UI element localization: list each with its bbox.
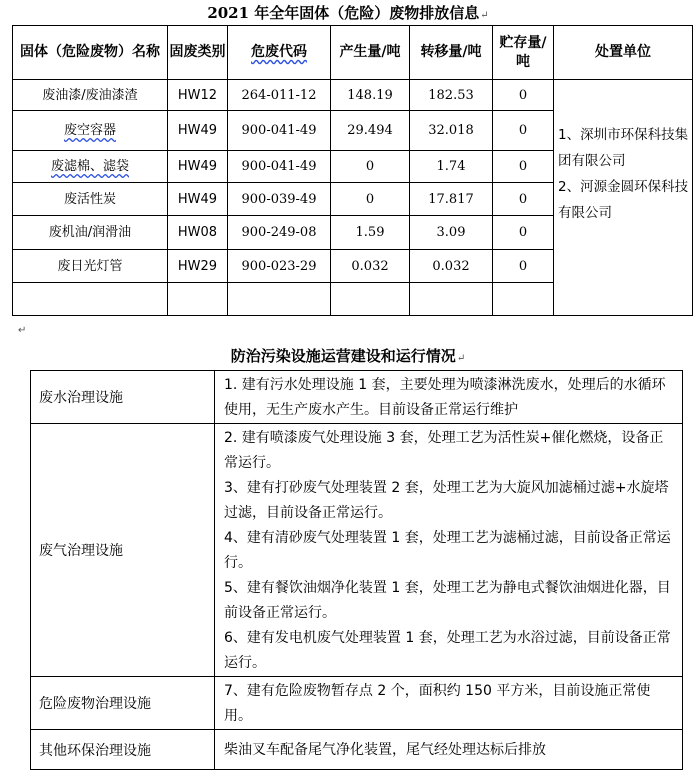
waste-category: HW49 (168, 111, 228, 151)
waste-name: 废滤棉、滤袋 (13, 151, 168, 183)
table-row (31, 371, 683, 424)
waste-code: 900-041-49 (228, 151, 331, 183)
header-disposal: 处置单位 (554, 26, 693, 80)
facility-operation-table (30, 370, 683, 770)
waste-transferred: 3.09 (410, 216, 493, 250)
facility-label: 危险废物治理设施 (31, 677, 215, 730)
waste-category: HW08 (168, 216, 228, 250)
facility-item: 6、建有发电机废气处理装置 1 套，处理工艺为水浴过滤，目前设备正常运行。 (224, 630, 671, 671)
header-name: 固体（危险废物）名称 (13, 26, 168, 80)
waste-table-title: 2021 年全年固体（危险）废物排放信息↵ (207, 4, 489, 22)
header-stored: 贮存量/吨 (493, 26, 554, 80)
waste-produced: 29.494 (331, 111, 410, 151)
waste-stored: 0 (493, 80, 554, 111)
table-row (31, 730, 683, 770)
facility-item: 4、建有清砂废气处理装置 1 套，处理工艺为滤桶过滤，目前设备正常运行。 (224, 530, 671, 571)
waste-transferred: 1.74 (410, 151, 493, 183)
waste-code: 900-023-29 (228, 250, 331, 283)
facility-item: 3、建有打砂废气处理装置 2 套，处理工艺为大旋风加滤桶过滤+水旋塔过滤，目前设备正常运行。 (224, 480, 669, 521)
facility-item: 柴油叉车配备尾气净化装置，尾气经处理达标后排放 (224, 742, 546, 758)
waste-category: HW12 (168, 80, 228, 111)
waste-name: 废日光灯管 (13, 250, 168, 283)
waste-code: 900-249-08 (228, 216, 331, 250)
facility-description (215, 371, 683, 424)
waste-transferred: 17.817 (410, 183, 493, 216)
facility-description (215, 677, 683, 730)
waste-stored: 0 (493, 151, 554, 183)
waste-name: 废活性炭 (13, 183, 168, 216)
facility-item: 1. 建有污水处理设施 1 套，主要处理为喷漆淋洗废水，处理后的水循环使用，无生产废水产生。目前设备正常运行维护 (224, 377, 666, 418)
waste-stored: 0 (493, 111, 554, 151)
waste-category: HW49 (168, 151, 228, 183)
empty-cell (331, 283, 410, 316)
facility-label: 废水治理设施 (31, 371, 215, 424)
table-row (31, 677, 683, 730)
waste-produced: 1.59 (331, 216, 410, 250)
disposal-unit: 2、河源金圆环保科技有限公司 (558, 179, 689, 221)
empty-cell (13, 283, 168, 316)
waste-produced: 0.032 (331, 250, 410, 283)
facility-item: 7、建有危险废物暂存点 2 个，面积约 150 平方米，目前设施正常使用。 (224, 683, 651, 724)
header-code: 危废代码 (228, 26, 331, 80)
facility-item: 5、建有餐饮油烟净化装置 1 套，处理工艺为静电式餐饮油烟进化器，目前设备正常运行。 (224, 580, 671, 621)
waste-code: 264-011-12 (228, 80, 331, 111)
waste-produced: 148.19 (331, 80, 410, 111)
waste-name: 废机油/润滑油 (13, 216, 168, 250)
waste-transferred: 32.018 (410, 111, 493, 151)
table-header-row (13, 26, 693, 80)
empty-cell (410, 283, 493, 316)
facility-item: 2. 建有喷漆废气处理设施 3 套，处理工艺为活性炭+催化燃烧，设备正常运行。 (224, 430, 664, 471)
paragraph-mark: ↵ (18, 325, 27, 336)
header-category: 固废类别 (168, 26, 228, 80)
header-produced: 产生量/吨 (331, 26, 410, 80)
waste-code: 900-039-49 (228, 183, 331, 216)
empty-cell (228, 283, 331, 316)
facility-label: 废气治理设施 (31, 424, 215, 677)
table-row (31, 424, 683, 677)
waste-name: 废油漆/废油漆渣 (13, 80, 168, 111)
waste-stored: 0 (493, 216, 554, 250)
facility-table-title: 防治污染设施运营建设和运行情况↵ (230, 347, 466, 365)
table-row (13, 80, 693, 111)
waste-emission-table (12, 25, 693, 316)
waste-category: HW49 (168, 183, 228, 216)
waste-category: HW29 (168, 250, 228, 283)
header-transferred: 转移量/吨 (410, 26, 493, 80)
waste-transferred: 0.032 (410, 250, 493, 283)
waste-produced: 0 (331, 183, 410, 216)
waste-produced: 0 (331, 151, 410, 183)
disposal-units-cell (554, 80, 693, 316)
empty-cell (168, 283, 228, 316)
disposal-unit: 1、深圳市环保科技集团有限公司 (558, 127, 689, 169)
empty-cell (493, 283, 554, 316)
waste-stored: 0 (493, 183, 554, 216)
facility-description (215, 730, 683, 770)
waste-stored: 0 (493, 250, 554, 283)
waste-code: 900-041-49 (228, 111, 331, 151)
facility-description (215, 424, 683, 677)
waste-name: 废空容器 (13, 111, 168, 151)
facility-label: 其他环保治理设施 (31, 730, 215, 770)
waste-transferred: 182.53 (410, 80, 493, 111)
